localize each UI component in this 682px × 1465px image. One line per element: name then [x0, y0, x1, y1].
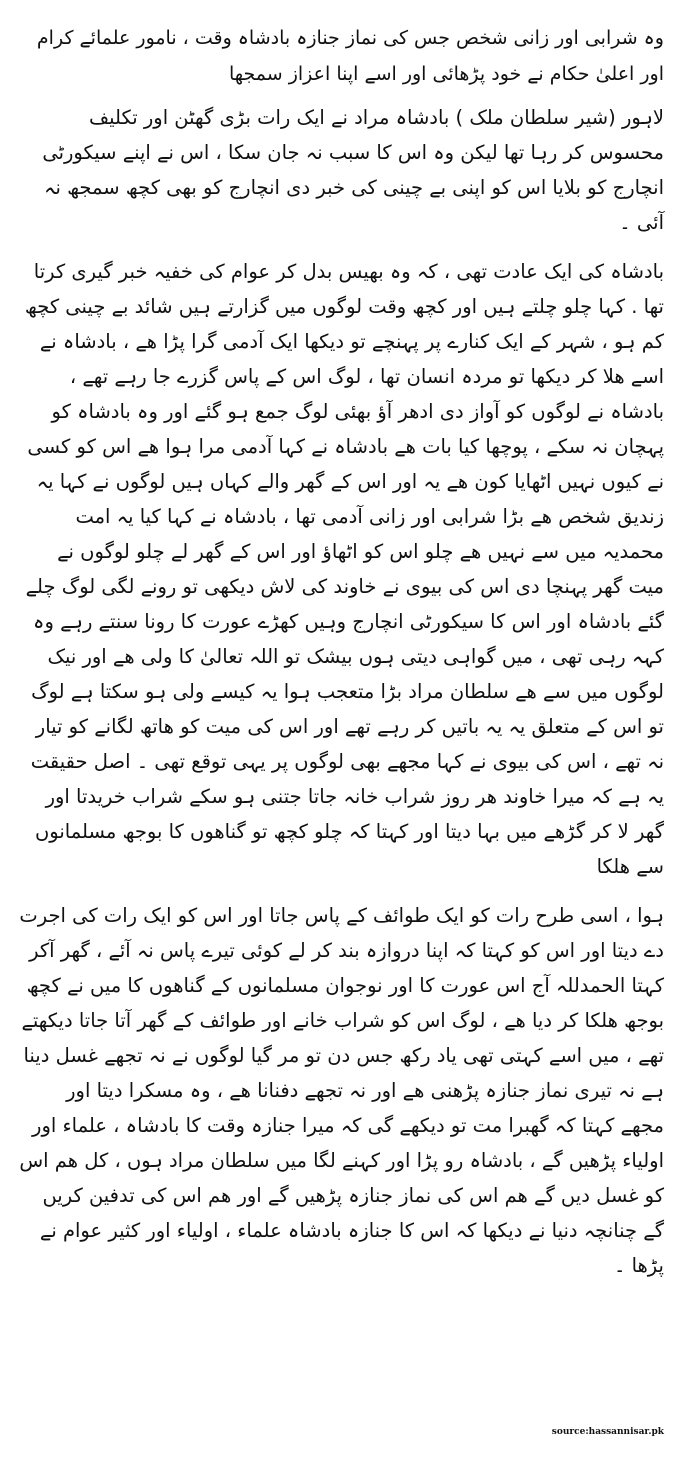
article-paragraph-3: ہوا ، اسی طرح رات کو ایک طوائف کے پاس جاتا اور اس کو ایک رات کی اجرت دے دیتا اور اس کو کہتا کہ اپنا دروازہ بند کر لے کوئی تیرے پاس نہ آئے ، گھر آکر کہتا الحمدللہ آج اس عورت کا اور نوجوان مسلمانوں کے گناھوں کا میں نے کچھ بوجھ ھلکا کر دیا ھے ، لوگ اس کو شراب خانے اور طوائف کے گھر آتا جاتا دیکھتے تھے ، میں اسے کہتی تھی یاد رکھ جس دن تو مر گیا لوگوں نے نہ تجھے غسل دینا ہے نہ تیری نماز جنازہ پڑھنی ھے اور نہ تجھے دفنانا ھے ، وہ مسکرا دیتا اور مجھے کہتا کہ گھبرا مت تو دیکھے گی کہ میرا جنازہ وقت کا بادشاہ ، علماء اور اولیاء پڑھیں گے ، بادشاہ رو پڑا اور کہنے لگا میں سلطان مراد ہوں ، کل ھم اس کو غسل دیں گے ھم اس کی نماز جنازہ پڑھیں گے اور ھم اس کی تدفین کریں گے چنانچہ دنیا نے دیکھا کہ اس کا جنازہ بادشاہ علماء ، اولیاء اور کثیر عوام نے پڑھا ۔ [19, 904, 664, 1277]
article-paragraph-2: بادشاہ کی ایک عادت تھی ، کہ وہ بھیس بدل کر عوام کی خفیہ خبر گیری کرتا تھا . کہا چلو چلتے ہیں اور کچھ وقت لوگوں میں گزارتے ہیں شائد بے چینی کچھ کم ہو ، شہر کے ایک کنارے پر پہنچے تو دیکھا ایک آدمی گرا پڑا ھے ، بادشاہ نے اسے ھلا کر دیکھا تو مردہ انسان تھا ، لوگ اس کے پاس گزرے جا رہے تھے ، بادشاہ نے لوگوں کو آواز دی ادھر آؤ بھئی لوگ جمع ہو گئے اور وہ بادشاہ کو پہچان نہ سکے ، پوچھا کیا بات ھے بادشاہ نے کہا آدمی مرا ہوا ھے اس کو کسی نے کیوں نہیں اٹھایا کون ھے یہ اور اس کے گھر والے کہاں ہیں لوگوں نے کہا یہ زندیق شخص ھے بڑا شرابی اور زانی آدمی تھا ، بادشاہ نے کہا کیا یہ امت محمدیہ میں سے نہیں ھے چلو اس کو اٹھاؤ اور اس کے گھر لے چلو لوگوں نے میت گھر پہنچا دی اس کی بیوی نے خاوند کی لاش دیکھی تو رونے لگی لوگ چلے گئے بادشاہ اور اس کا سیکورٹی انچارج وہیں کھڑے عورت کا رونا سنتے رہے وہ کہہ رہی تھی ، میں گواہی دیتی ہوں بیشک تو اللہ تعالیٰ کا ولی ھے اور نیک لوگوں میں سے ھے سلطان مراد بڑا متعجب ہوا یہ کیسے ولی ہو سکتا ہے لوگ تو اس کے متعلق یہ یہ باتیں کر رہے تھے اور اس کی میت کو ھاتھ لگانے کو تیار نہ تھے ، اس کی بیوی نے کہا مجھے بھی لوگوں پر یہی توقع تھی ۔ اصل حقیقت یہ ہے کہ میرا خاوند ھر روز شراب خانہ جاتا جتنی ہو سکے شراب خریدتا اور گھر لا کر گڑھے میں بہا دیتا اور کہتا کہ چلو کچھ تو گناھوں کا بوجھ مسلمانوں سے ھلکا [24, 260, 664, 878]
article-title: وہ شرابی اور زانی شخص جس کی نماز جنازہ بادشاہ وقت ، نامور علمائے کرام اور اعلیٰ حکام نے خود پڑھائی اور اسے اپنا اعزاز سمجھا [36, 27, 664, 85]
source-credit: source:hassannisar.pk [551, 1427, 664, 1437]
article-paragraph-1: لاہور (شیر سلطان ملک ) بادشاہ مراد نے ایک رات بڑی گھٹن اور تکلیف محسوس کر رہا تھا لیکن وہ اس کا سبب نہ جان سکا ، اس نے اپنے سیکورٹی انچارج کو بلایا اس کو اپنی بے چینی کی خبر دی انچارج کو بھی کچھ سمجھ نہ آئی ۔ [42, 106, 664, 234]
